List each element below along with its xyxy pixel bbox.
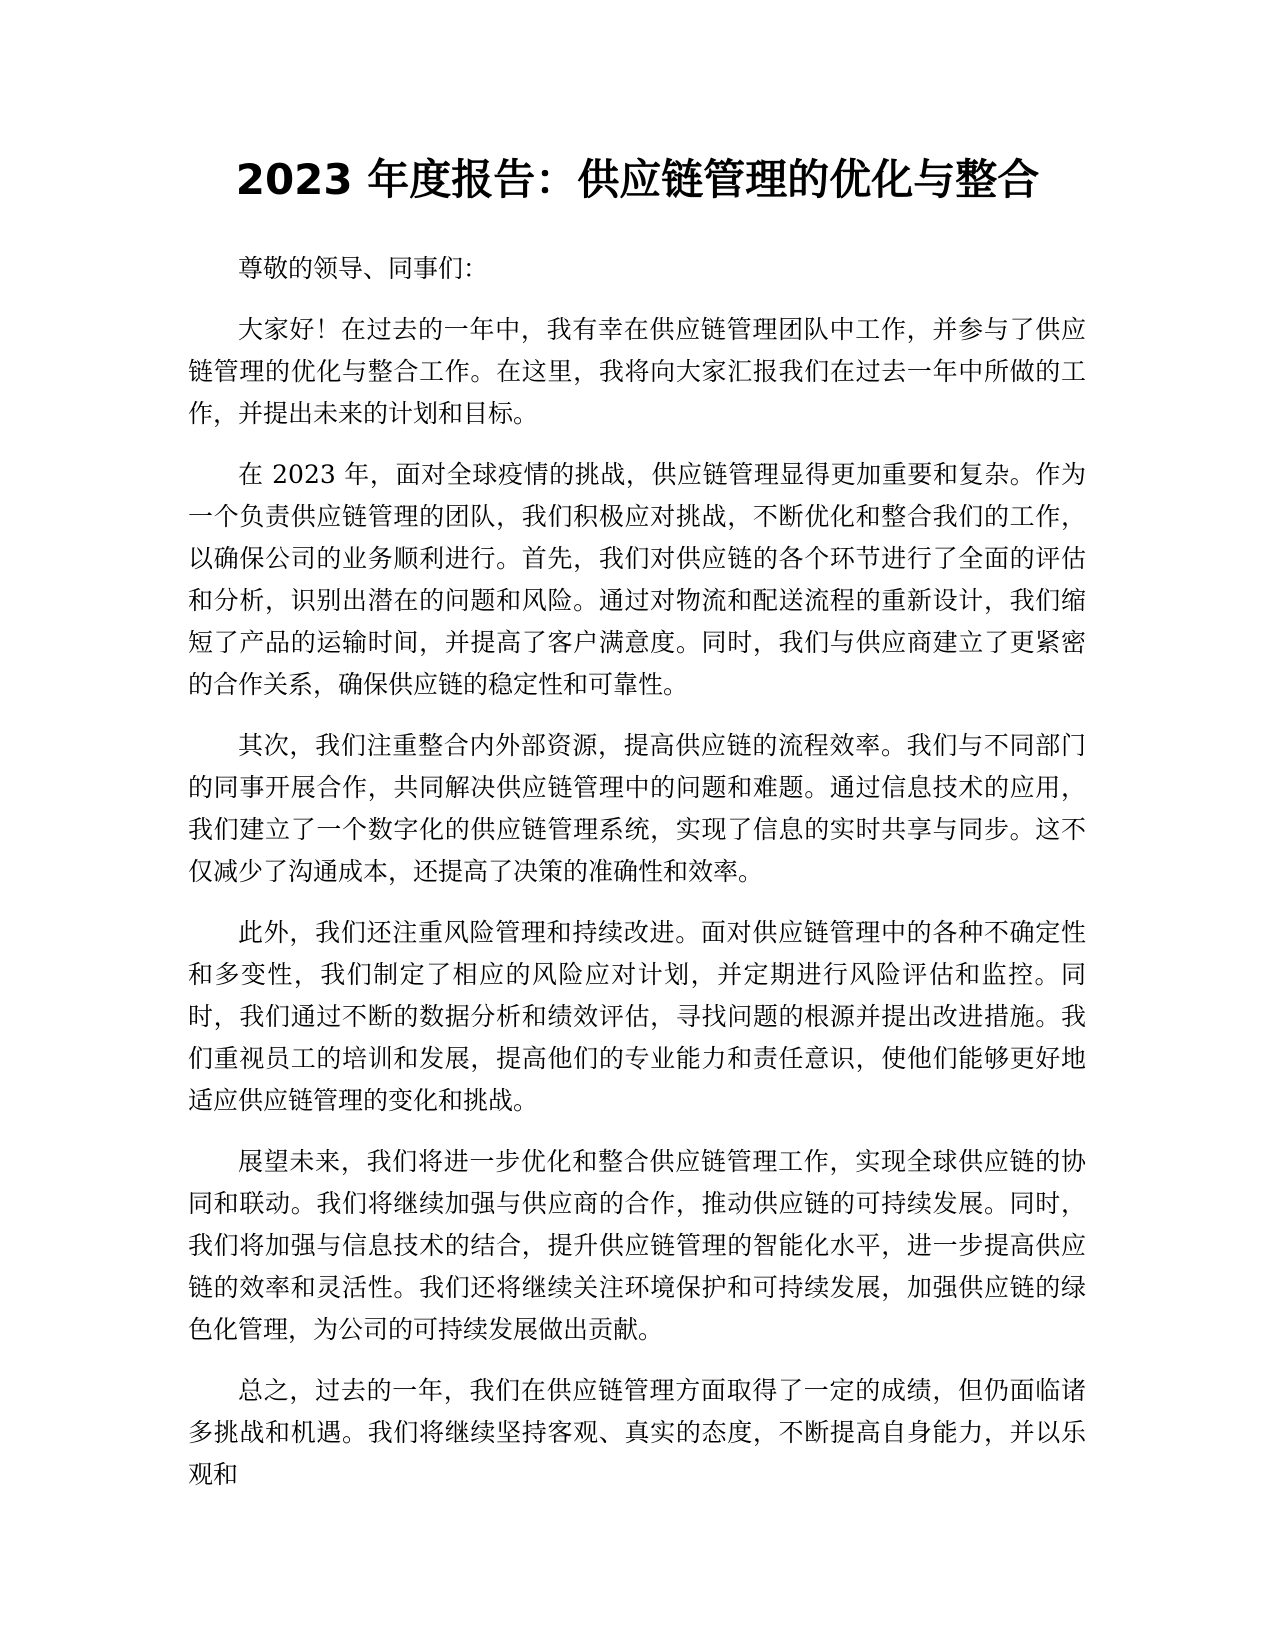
body-paragraph-integration: 其次，我们注重整合内外部资源，提高供应链的流程效率。我们与不同部门的同事开展合作，共同解决供应链管理中的问题和难题。通过信息技术的应用，我们建立了一个数字化的供应链管理系统，实现了信息的实时共享与同步。这不仅减少了沟通成本，还提高了决策的准确性和效率。 (188, 731, 1086, 886)
body-paragraph-optimization: 在 2023 年，面对全球疫情的挑战，供应链管理显得更加重要和复杂。作为一个负责供应链管理的团队，我们积极应对挑战，不断优化和整合我们的工作，以确保公司的业务顺利进行。首先，我们对供应链的各个环节进行了全面的评估和分析，识别出潜在的问题和风险。通过对物流和配送流程的重新设计，我们缩短了产品的运输时间，并提高了客户满意度。同时，我们与供应商建立了更紧密的合作关系，确保供应链的稳定性和可靠性。 (188, 460, 1086, 699)
document-title: 2023 年度报告：供应链管理的优化与整合 (235, 155, 1040, 204)
greeting-paragraph: 尊敬的领导、同事们： (238, 254, 489, 283)
document-body (188, 248, 1086, 1515)
body-paragraph-outlook: 展望未来，我们将进一步优化和整合供应链管理工作，实现全球供应链的协同和联动。我们将继续加强与供应商的合作，推动供应链的可持续发展。同时，我们将加强与信息技术的结合，提升供应链管理的智能化水平，进一步提高供应链的效率和灵活性。我们还将继续关注环境保护和可持续发展，加强供应链的绿色化管理，为公司的可持续发展做出贡献。 (188, 1147, 1086, 1344)
body-paragraph-risk-management: 此外，我们还注重风险管理和持续改进。面对供应链管理中的各种不确定性和多变性，我们制定了相应的风险应对计划，并定期进行风险评估和监控。同时，我们通过不断的数据分析和绩效评估，寻找问题的根源并提出改进措施。我们重视员工的培训和发展，提高他们的专业能力和责任意识，使他们能够更好地适应供应链管理的变化和挑战。 (188, 918, 1086, 1115)
body-paragraph-conclusion: 总之，过去的一年，我们在供应链管理方面取得了一定的成绩，但仍面临诸多挑战和机遇。我们将继续坚持客观、真实的态度，不断提高自身能力，并以乐观和 (188, 1376, 1086, 1489)
intro-paragraph: 大家好！在过去的一年中，我有幸在供应链管理团队中工作，并参与了供应链管理的优化与整合工作。在这里，我将向大家汇报我们在过去一年中所做的工作，并提出未来的计划和目标。 (188, 315, 1086, 428)
